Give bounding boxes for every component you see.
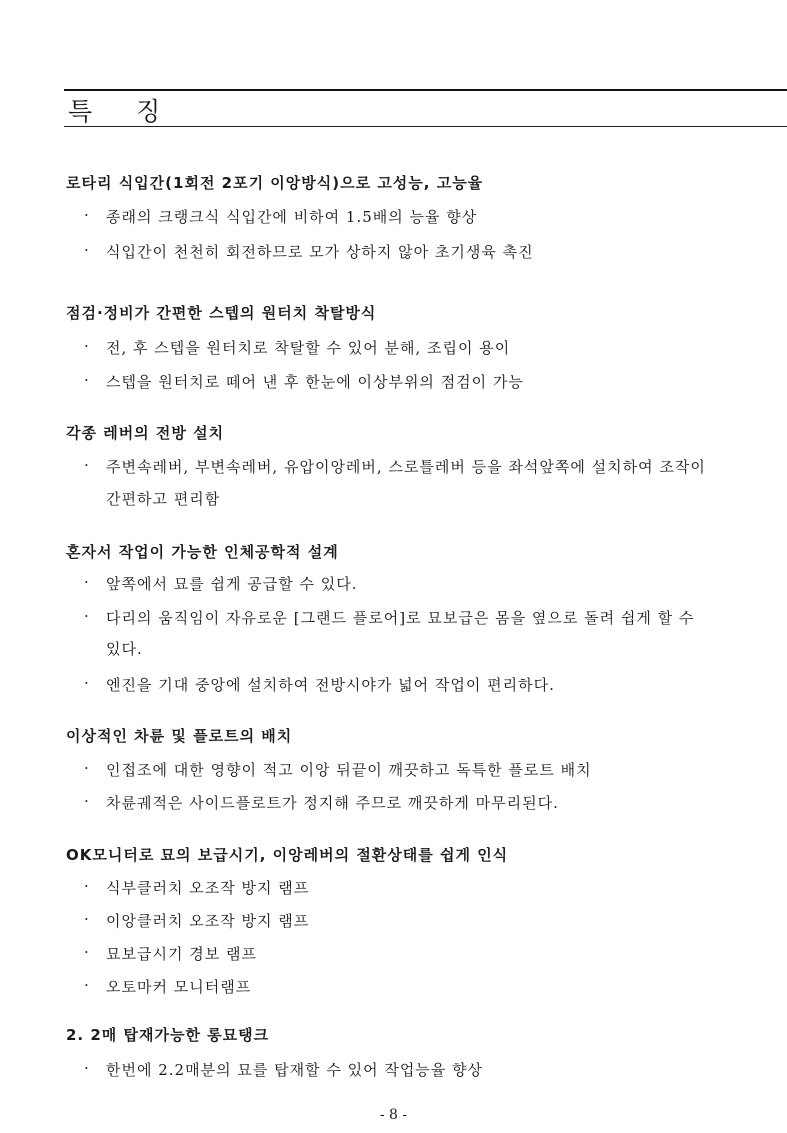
section-heading-7: 2. 2매 탑재가능한 롱묘탱크 — [66, 1026, 270, 1044]
bullet-icon: · — [84, 674, 90, 692]
list-item-continuation: 있다. — [106, 640, 143, 658]
bullet-icon: · — [84, 573, 90, 591]
section-heading-1: 로타리 식입간(1회전 2포기 이앙방식)으로 고성능, 고능율 — [66, 174, 484, 192]
bullet-icon: · — [84, 877, 90, 895]
section-heading-3: 각종 레버의 전방 설치 — [66, 424, 225, 442]
page-title: 특 징 — [68, 97, 179, 126]
bullet-icon: · — [84, 910, 90, 928]
section-heading-2: 점검·정비가 간편한 스텝의 원터치 착탈방식 — [66, 304, 377, 322]
bullet-icon: · — [84, 1059, 90, 1077]
title-underline — [64, 126, 787, 127]
bullet-icon: · — [84, 607, 90, 625]
list-item-continuation: 간편하고 편리함 — [106, 490, 221, 508]
bullet-icon: · — [84, 976, 90, 994]
bullet-icon: · — [84, 456, 90, 474]
page-number: - 8 - — [379, 1107, 408, 1123]
bullet-icon: · — [84, 792, 90, 810]
bullet-icon: · — [84, 371, 90, 389]
bullet-icon: · — [84, 337, 90, 355]
section-heading-5: 이상적인 차륜 및 플로트의 배치 — [66, 727, 293, 745]
top-rule — [64, 89, 787, 91]
bullet-icon: · — [84, 943, 90, 961]
bullet-icon: · — [84, 241, 90, 259]
section-heading-4: 혼자서 작업이 가능한 인체공학적 설계 — [66, 543, 339, 561]
bullet-icon: · — [84, 206, 90, 224]
section-heading-6: OK모니터로 묘의 보급시기, 이앙레버의 절환상태를 쉽게 인식 — [66, 846, 509, 864]
bullet-icon: · — [84, 759, 90, 777]
